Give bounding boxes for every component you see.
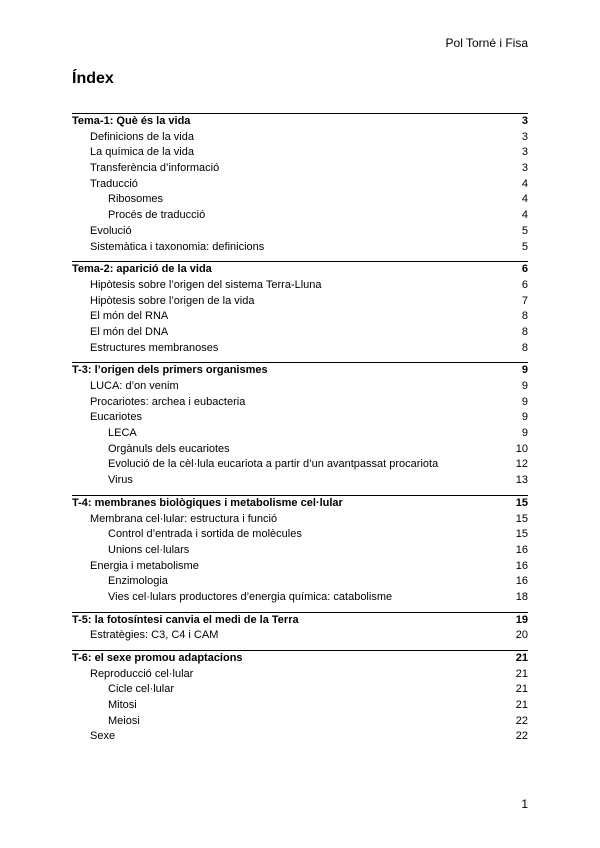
toc-entry-label: Virus <box>108 474 133 487</box>
toc-entry[interactable] <box>72 208 528 224</box>
toc-entry-page: 3 <box>521 130 528 143</box>
toc-entry-label: T-5: la fotosíntesi canvia el medi de la Terra <box>72 613 299 626</box>
toc-entry[interactable] <box>72 177 528 193</box>
toc-entry-page: 4 <box>521 177 528 190</box>
toc-entry-page: 20 <box>515 629 528 642</box>
toc-entry-label: Ribosomes <box>108 193 164 206</box>
toc-entry-page: 21 <box>515 683 528 696</box>
toc-entry-page: 8 <box>521 341 528 354</box>
toc-entry-page: 21 <box>515 667 528 680</box>
toc-entry-label: Traducció <box>90 177 138 190</box>
toc-entry[interactable] <box>72 543 528 559</box>
toc-entry-label: El món del RNA <box>90 310 169 323</box>
toc-entry[interactable] <box>72 224 528 240</box>
toc-entry-label: La química de la vida <box>90 146 194 159</box>
toc-entry-label: Meiosi <box>108 714 140 727</box>
toc-entry-page: 22 <box>515 730 528 743</box>
toc-entry-page: 21 <box>515 699 528 712</box>
toc-entry-label: Cicle cel·lular <box>108 683 175 696</box>
toc-entry-label: Evolució de la cèl·lula eucariota a partir d’un avantpassat procariota <box>108 458 439 471</box>
toc-entry-page: 12 <box>515 458 528 471</box>
toc-entry[interactable] <box>72 294 528 310</box>
toc-entry[interactable] <box>72 457 528 473</box>
page-header-author: Pol Torné i Fisa <box>445 36 528 50</box>
toc-entry-label: Mitosi <box>108 699 137 712</box>
toc-entry-label: T-4: membranes biològiques i metabolisme cel·lular <box>72 496 343 509</box>
toc-entry-label: Reproducció cel·lular <box>90 667 194 680</box>
toc-entry-page: 5 <box>521 224 528 237</box>
toc-entry[interactable] <box>72 574 528 590</box>
toc-entry-page: 22 <box>515 714 528 727</box>
toc-entry-page: 10 <box>515 442 528 455</box>
page-title: Índex <box>72 70 114 87</box>
toc-entry[interactable] <box>72 341 528 357</box>
toc-chapter-entry[interactable] <box>72 362 528 379</box>
toc-entry-page: 6 <box>521 278 528 291</box>
toc-entry-label: Energia i metabolisme <box>90 559 199 572</box>
toc-entry-page: 9 <box>521 380 528 392</box>
toc-entry-page: 4 <box>521 193 528 206</box>
toc-entry-label: Orgànuls dels eucariotes <box>108 442 230 455</box>
toc-entry-label: Membrana cel·lular: estructura i funció <box>90 512 278 525</box>
toc-chapter-entry[interactable] <box>72 113 528 130</box>
toc-entry[interactable] <box>72 442 528 458</box>
toc-entry-label: Tema-2: aparició de la vida <box>72 263 212 276</box>
toc-entry-page: 16 <box>515 575 528 588</box>
toc-entry-page: 15 <box>515 496 528 509</box>
toc-entry-page: 6 <box>521 263 528 276</box>
toc-entry-label: Eucariotes <box>90 411 142 424</box>
toc-entry[interactable] <box>72 145 528 161</box>
toc-entry[interactable] <box>72 395 528 411</box>
toc-entry-label: Hipòtesis sobre l’origen del sistema Terra-Lluna <box>90 278 322 291</box>
toc-entry-page: 16 <box>515 543 528 556</box>
toc-entry[interactable] <box>72 473 528 489</box>
table-of-contents <box>72 113 528 745</box>
toc-entry-page: 8 <box>521 310 528 323</box>
toc-entry-page: 7 <box>521 294 528 307</box>
toc-entry-page: 15 <box>515 528 528 541</box>
toc-entry-label: Evolució <box>90 224 132 237</box>
toc-entry-label: Enzimologia <box>108 575 168 588</box>
toc-entry-label: Procés de traducció <box>108 209 206 222</box>
toc-chapter-entry[interactable] <box>72 495 528 512</box>
toc-entry-label: LUCA: d’on venim <box>90 380 179 392</box>
toc-entry[interactable] <box>72 161 528 177</box>
toc-entry-page: 9 <box>521 364 528 377</box>
toc-entry-label: Control d’entrada i sortida de molècules <box>108 528 302 541</box>
toc-entry-label: Sistemàtica i taxonomia: definicions <box>90 240 265 253</box>
toc-entry-page: 3 <box>521 146 528 159</box>
toc-entry[interactable] <box>72 682 528 698</box>
toc-entry-label: Estratègies: C3, C4 i CAM <box>90 629 219 642</box>
toc-entry-page: 16 <box>515 559 528 572</box>
toc-entry-label: T-6: el sexe promou adaptacions <box>72 652 243 664</box>
toc-entry-label: Procariotes: archea i eubacteria <box>90 395 246 408</box>
toc-entry-label: Vies cel·lulars productores d’energia química: catabolisme <box>108 590 393 603</box>
toc-entry-page: 18 <box>515 590 528 603</box>
toc-entry-label: Unions cel·lulars <box>108 543 190 556</box>
toc-entry[interactable] <box>72 628 528 644</box>
toc-entry-page: 21 <box>515 652 528 664</box>
toc-entry-label: Sexe <box>90 730 116 743</box>
toc-entry-page: 8 <box>521 325 528 338</box>
toc-entry[interactable] <box>72 278 528 294</box>
toc-entry-page: 5 <box>521 240 528 253</box>
toc-entry-page: 9 <box>521 411 528 424</box>
page-number: 1 <box>521 797 528 811</box>
toc-entry[interactable] <box>72 512 528 528</box>
toc-entry[interactable] <box>72 667 528 683</box>
toc-chapter-entry[interactable] <box>72 650 528 667</box>
toc-entry[interactable] <box>72 714 528 730</box>
toc-entry[interactable] <box>72 559 528 575</box>
toc-entry-page: 4 <box>521 209 528 222</box>
toc-entry[interactable] <box>72 527 528 543</box>
toc-entry[interactable] <box>72 130 528 146</box>
toc-entry-page: 15 <box>515 512 528 525</box>
toc-entry-page: 3 <box>521 115 528 127</box>
toc-chapter-entry[interactable] <box>72 261 528 278</box>
toc-entry-label: Hipòtesis sobre l’origen de la vida <box>90 294 255 307</box>
toc-entry-page: 19 <box>515 613 528 626</box>
toc-entry[interactable] <box>72 325 528 341</box>
toc-entry[interactable] <box>72 698 528 714</box>
toc-entry-page: 3 <box>521 162 528 175</box>
toc-entry-page: 9 <box>521 395 528 408</box>
toc-chapter-entry[interactable] <box>72 612 528 629</box>
toc-entry[interactable] <box>72 192 528 208</box>
toc-entry[interactable] <box>72 379 528 395</box>
toc-entry[interactable] <box>72 426 528 442</box>
toc-entry-page: 13 <box>515 474 528 487</box>
toc-entry-label: Definicions de la vida <box>90 130 194 143</box>
toc-entry-label: El món del DNA <box>90 325 169 338</box>
toc-entry[interactable] <box>72 590 528 606</box>
toc-entry-label: Tema-1: Què és la vida <box>72 115 191 127</box>
toc-entry-page: 9 <box>521 427 528 440</box>
toc-entry-label: Transferència d’informació <box>90 162 220 175</box>
toc-entry[interactable] <box>72 309 528 325</box>
toc-entry-label: T-3: l’origen dels primers organismes <box>72 364 268 377</box>
toc-entry[interactable] <box>72 240 528 256</box>
toc-entry-label: LECA <box>108 427 137 440</box>
toc-entry[interactable] <box>72 410 528 426</box>
toc-entry[interactable] <box>72 729 528 745</box>
toc-entry-label: Estructures membranoses <box>90 341 219 354</box>
